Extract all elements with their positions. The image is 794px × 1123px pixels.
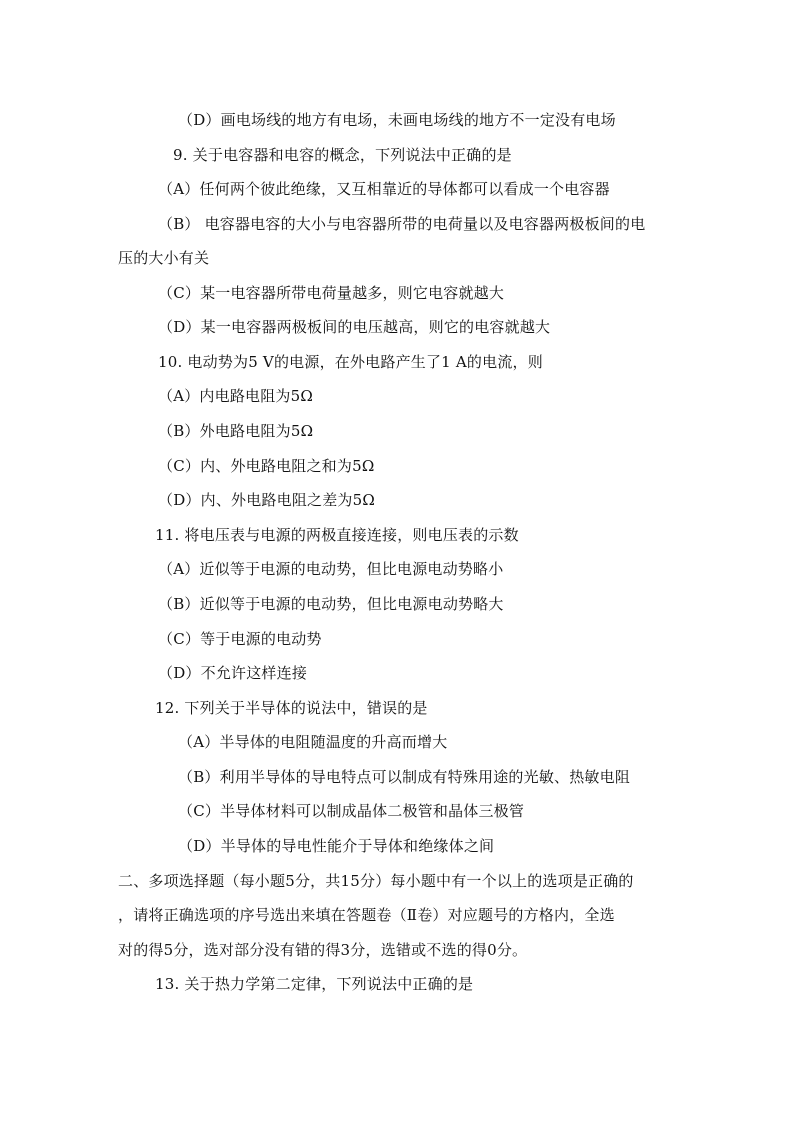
- q11-stem: 11. 将电压表与电源的两极直接连接，则电压表的示数: [155, 526, 519, 544]
- q8-option-d: （D）画电场线的地方有电场，未画电场线的地方不一定没有电场: [178, 111, 616, 129]
- q12-option-d: （D）半导体的导电性能介于导体和绝缘体之间: [178, 837, 495, 855]
- q12-option-b: （B）利用半导体的导电特点可以制成有特殊用途的光敏、热敏电阻: [178, 768, 631, 786]
- q12-option-a: （A）半导体的电阻随温度的升高而增大: [178, 733, 448, 751]
- section-two-scoring: 对的得5分，选对部分没有错的得3分，选错或不选的得0分。: [118, 941, 528, 959]
- q9-option-a: （A）任何两个彼此绝缘，又互相靠近的导体都可以看成一个电容器: [158, 180, 610, 198]
- q13-stem: 13. 关于热力学第二定律，下列说法中正确的是: [155, 975, 474, 993]
- q9-option-d: （D）某一电容器两极板间的电压越高，则它的电容就越大: [158, 318, 551, 336]
- q9-option-b: （B） 电容器电容的大小与电容器所带的电荷量以及电容器两极板间的电: [158, 215, 646, 233]
- q9-stem: 9. 关于电容器和电容的概念，下列说法中正确的是: [173, 146, 512, 164]
- q12-option-c: （C）半导体材料可以制成晶体二极管和晶体三极管: [178, 802, 525, 820]
- q11-option-a: （A）近似等于电源的电动势，但比电源电动势略小: [158, 560, 504, 578]
- q12-stem: 12. 下列关于半导体的说法中，错误的是: [155, 699, 428, 717]
- section-two-heading: 二、多项选择题（每小题5分，共15分）每小题中有一个以上的选项是正确的: [118, 872, 634, 890]
- q11-option-b: （B）近似等于电源的电动势，但比电源电动势略大: [158, 595, 504, 613]
- q9-option-c: （C）某一电容器所带电荷量越多，则它电容就越大: [158, 284, 505, 302]
- q10-option-a: （A）内电路电阻为5Ω: [158, 387, 314, 405]
- q11-option-d: （D）不允许这样连接: [158, 664, 308, 682]
- q10-option-d: （D）内、外电路电阻之差为5Ω: [158, 491, 376, 509]
- q9-option-b-cont: 压的大小有关: [118, 249, 210, 267]
- q10-option-b: （B）外电路电阻为5Ω: [158, 422, 314, 440]
- q10-option-c: （C）内、外电路电阻之和为5Ω: [158, 457, 375, 475]
- q10-stem: 10. 电动势为5 V的电源，在外电路产生了1 A的电流，则: [158, 353, 543, 371]
- q11-option-c: （C）等于电源的电动势: [158, 630, 322, 648]
- section-two-instructions: ，请将正确选项的序号选出来填在答题卷（Ⅱ卷）对应题号的方格内，全选: [118, 906, 615, 924]
